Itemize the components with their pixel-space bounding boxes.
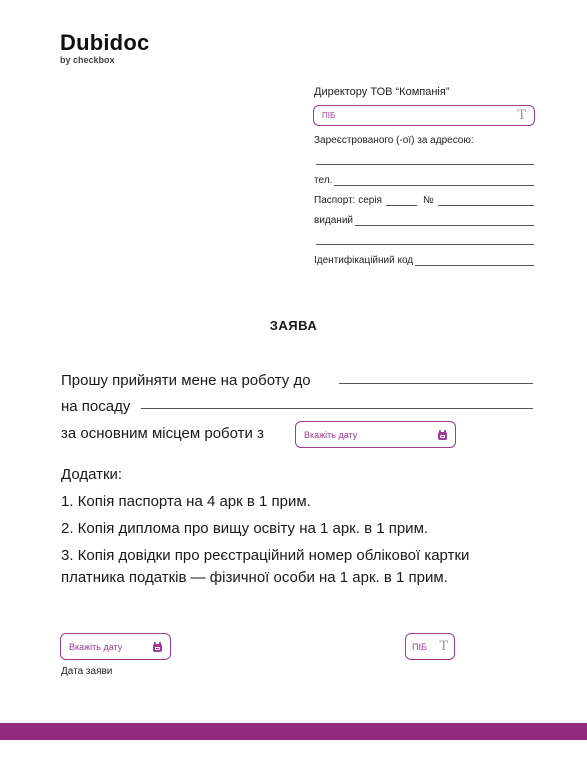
logo [60, 30, 149, 65]
issued-label: виданий [314, 215, 353, 226]
application-date-label: Дата заяви [61, 666, 113, 677]
attachment-3-line-1: 3. Копія довідки про реєстраційний номер облікової картки [61, 547, 470, 564]
passport-series-label: Паспорт: серія [314, 195, 382, 206]
attachment-1: 1. Копія паспорта на 4 арк в 1 прим. [61, 493, 311, 510]
issued-line [355, 215, 534, 226]
body-line-2: на посаду [61, 398, 131, 415]
tel-row [314, 175, 534, 186]
start-date-field[interactable] [295, 421, 456, 448]
position-line [141, 408, 533, 409]
date-placeholder: Вкажіть дату [69, 641, 123, 652]
issued-row [314, 215, 534, 226]
document-title: ЗАЯВА [269, 318, 318, 333]
id-code-label: Ідентифікаційний код [314, 255, 414, 266]
attachment-3-line-2: платника податків — фізичної особи на 1 арк. в 1 прим. [61, 569, 448, 586]
attachment-2: 2. Копія диплома про вищу освіту на 1 арк. в 1 прим. [61, 520, 429, 537]
text-field-icon: T [439, 639, 448, 654]
passport-series-line [386, 195, 417, 206]
passport-row [314, 195, 534, 206]
tel-label: тел. [314, 175, 333, 186]
company-line [339, 383, 533, 384]
id-code-line [415, 255, 534, 266]
logo-subtitle: by checkbox [60, 55, 115, 65]
pib-field-header[interactable] [313, 105, 535, 126]
registered-label: Зареєстрованого (-ої) за адресою: [314, 135, 474, 146]
address-line [316, 164, 534, 165]
passport-number-label: № [422, 195, 434, 206]
logo-name: Dubidoc [60, 30, 150, 55]
calendar-icon [153, 642, 162, 652]
body-line-1: Прошу прийняти мене на роботу до [61, 372, 311, 389]
director-line: Директору ТОВ “Компанія” [314, 86, 450, 98]
calendar-icon [438, 430, 447, 440]
attachments-title: Додатки: [61, 466, 123, 483]
pib-placeholder: ПІБ [322, 111, 336, 120]
issued-line-2 [316, 244, 534, 245]
application-date-field[interactable] [60, 633, 171, 660]
tel-line [334, 175, 534, 186]
footer-bar [0, 723, 587, 740]
pib-field-footer[interactable] [405, 633, 455, 660]
body-line-3: за основним місцем роботи з [61, 425, 264, 442]
id-code-row [314, 255, 534, 266]
passport-number-line [438, 195, 534, 206]
date-placeholder: Вкажіть дату [304, 429, 358, 440]
pib-placeholder: ПІБ [412, 641, 427, 652]
text-field-icon: T [517, 108, 526, 123]
